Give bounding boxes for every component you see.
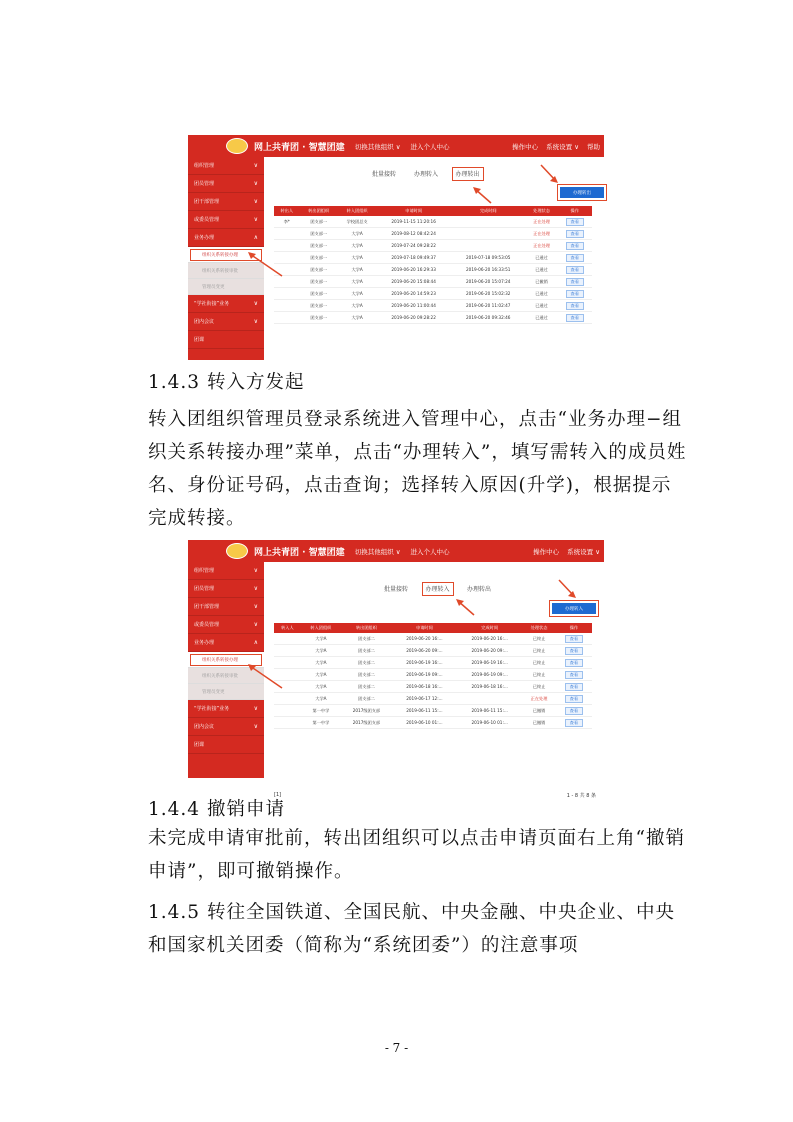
table-row bbox=[274, 693, 592, 705]
settings-link[interactable]: 系统设置 ∨ bbox=[546, 142, 579, 151]
message-center-link[interactable]: 操作中心 bbox=[533, 547, 560, 556]
table-cell: 2019-07-18 09:49:37 bbox=[376, 252, 451, 264]
table-row bbox=[274, 300, 592, 312]
sidebar-item-business[interactable]: 业务办理 ∧ bbox=[188, 634, 264, 652]
view-button[interactable]: 查看 bbox=[565, 683, 583, 691]
table-cell: 大学A bbox=[301, 657, 341, 669]
sidebar-item-committee[interactable]: 或委员管理 ∨ bbox=[188, 616, 264, 634]
sidebar-item-school[interactable]: “学社衔接”业务 ∨ bbox=[188, 700, 264, 718]
view-cell bbox=[558, 264, 593, 276]
message-center-link[interactable]: 操作中心 bbox=[512, 142, 539, 151]
table-cell: 2019-06-20 09:... bbox=[457, 645, 522, 657]
section-paragraph-143: 转入团组织管理员登录系统进入管理中心，点击“业务办理−组织关系转接办理”菜单，点击“办理转入”，填写需转入的成员姓名、身份证号码，点击查询；选择转入原因(升学)，根据提示完成转接。 bbox=[148, 409, 687, 529]
main-panel bbox=[264, 562, 604, 799]
table-cell bbox=[274, 645, 301, 657]
view-cell bbox=[556, 717, 592, 729]
table-cell: 2019-06-19 16:... bbox=[392, 657, 457, 669]
table-cell: 2019-06-19 09:... bbox=[457, 669, 522, 681]
sidebar-item-members[interactable]: 团员管理 ∨ bbox=[188, 175, 264, 193]
table-cell: 已终止 bbox=[522, 645, 556, 657]
tab-batch[interactable]: 批量接转 bbox=[384, 586, 409, 593]
sidebar-item-lesson[interactable]: 团课 bbox=[188, 736, 264, 754]
arrow-to-sidebar bbox=[246, 662, 286, 692]
table-cell: 2019-06-20 16:... bbox=[392, 633, 457, 645]
view-button[interactable]: 查看 bbox=[566, 230, 584, 238]
view-cell bbox=[558, 312, 593, 324]
table-row bbox=[274, 216, 592, 228]
col-header: 转入人 bbox=[274, 623, 301, 633]
table-cell: 大学A bbox=[301, 633, 341, 645]
chevron-down-icon: ∨ bbox=[253, 300, 258, 307]
table-cell bbox=[274, 288, 300, 300]
col-header: 转出团组织 bbox=[341, 623, 392, 633]
view-button[interactable]: 查看 bbox=[566, 278, 584, 286]
table-cell: 正在处理 bbox=[522, 693, 556, 705]
view-cell bbox=[558, 228, 593, 240]
view-cell bbox=[558, 240, 593, 252]
transfer-in-button[interactable]: 办理转入 bbox=[552, 603, 596, 614]
table-cell: 已撤销 bbox=[522, 717, 556, 729]
view-button[interactable]: 查看 bbox=[566, 314, 584, 322]
table-cell: 2019-06-18 16:... bbox=[392, 681, 457, 693]
table-cell: 大学A bbox=[338, 288, 376, 300]
arrow-to-button bbox=[538, 162, 560, 186]
arrow-to-tab bbox=[454, 597, 478, 619]
table-cell: 团支部一 bbox=[300, 300, 338, 312]
help-link[interactable]: 帮助 bbox=[587, 142, 600, 151]
section-heading-144: 1.4.4 撤销申请 bbox=[148, 799, 285, 820]
chevron-down-icon: ∨ bbox=[253, 162, 258, 169]
table-cell: 团支部一 bbox=[300, 312, 338, 324]
table-cell: 2019-06-11 15:... bbox=[457, 705, 522, 717]
col-header: 操作 bbox=[558, 206, 593, 216]
table-cell: 团支部一 bbox=[300, 240, 338, 252]
table-cell: 团支部一 bbox=[300, 276, 338, 288]
chevron-down-icon: ∨ bbox=[253, 318, 258, 325]
table-cell bbox=[274, 228, 300, 240]
sidebar-item-cadres[interactable]: 团干部管理 ∨ bbox=[188, 193, 264, 211]
table-cell: 2019-06-20 09:28:22 bbox=[376, 312, 451, 324]
arrow-to-tab bbox=[471, 185, 495, 207]
sidebar-sub-transfer[interactable]: 组织关系转接办理 bbox=[188, 247, 264, 263]
view-cell bbox=[556, 681, 592, 693]
table-cell: 2019-06-20 09:... bbox=[392, 645, 457, 657]
screenshot-transfer-in bbox=[188, 540, 604, 799]
sidebar-item-cadres[interactable]: 团干部管理 ∨ bbox=[188, 598, 264, 616]
view-cell bbox=[556, 633, 592, 645]
screenshot-transfer-out bbox=[188, 135, 604, 360]
top-bar bbox=[188, 540, 604, 562]
sidebar-item-committee[interactable]: 或委员管理 ∨ bbox=[188, 211, 264, 229]
table-cell bbox=[274, 705, 301, 717]
table-cell: 正在处理 bbox=[526, 228, 558, 240]
table-cell: 团支部一 bbox=[300, 252, 338, 264]
table-cell: 2019-06-20 15:08:44 bbox=[376, 276, 451, 288]
table-cell: 团支部二 bbox=[341, 681, 392, 693]
table-cell: 团支部二 bbox=[341, 633, 392, 645]
table-cell: 2019-06-11 15:... bbox=[392, 705, 457, 717]
table-row bbox=[274, 240, 592, 252]
transfer-table bbox=[274, 206, 592, 324]
table-cell bbox=[451, 228, 526, 240]
table-cell: 2019-06-20 11:00:44 bbox=[376, 300, 451, 312]
table-cell: 学校团总支 bbox=[338, 216, 376, 228]
table-cell: 已通过 bbox=[526, 312, 558, 324]
table-row bbox=[274, 288, 592, 300]
sidebar-sub-transfer[interactable]: 组织关系转接办理 bbox=[188, 652, 264, 668]
sidebar-sub-approval[interactable]: 组织关系转接审批 bbox=[188, 263, 264, 279]
sidebar-item-org[interactable]: 组织管理 ∨ bbox=[188, 562, 264, 580]
brand-title: 网上共青团 · 智慧团建 bbox=[254, 142, 345, 153]
arrow-to-sidebar bbox=[246, 250, 286, 280]
table-cell: 大学A bbox=[338, 252, 376, 264]
chevron-down-icon: ∨ bbox=[253, 621, 258, 628]
table-cell bbox=[274, 312, 300, 324]
table-cell: 大学A bbox=[338, 300, 376, 312]
switch-org-link[interactable]: 切换其他组织 ∨ bbox=[354, 547, 401, 556]
table-row bbox=[274, 645, 592, 657]
chevron-up-icon: ∧ bbox=[253, 234, 258, 241]
table-cell: 大学A bbox=[338, 312, 376, 324]
section-paragraph-145: 1.4.5 转往全国铁道、全国民航、中央金融、中央企业、中央和国家机关团委（简称为“系统团委”）的注意事项 bbox=[148, 902, 675, 956]
table-cell bbox=[274, 693, 301, 705]
table-cell: 已通过 bbox=[526, 252, 558, 264]
settings-link[interactable]: 系统设置 ∨ bbox=[567, 547, 600, 556]
tab-batch[interactable]: 批量接转 bbox=[372, 171, 397, 178]
table-cell bbox=[451, 240, 526, 252]
sidebar-item-school[interactable]: “学社衔接”业务 ∨ bbox=[188, 295, 264, 313]
view-button[interactable]: 查看 bbox=[565, 695, 583, 703]
transfer-out-button[interactable]: 办理转出 bbox=[560, 187, 604, 198]
col-header: 转出人 bbox=[274, 206, 300, 216]
table-cell: 大学A bbox=[338, 276, 376, 288]
table-cell: 第一中学 bbox=[301, 705, 341, 717]
table-cell: 2019-06-17 12:... bbox=[392, 693, 457, 705]
table-cell: 团支部二 bbox=[341, 669, 392, 681]
table-cell: 团支部一 bbox=[300, 288, 338, 300]
table-cell: 2019-06-20 15:07:24 bbox=[451, 276, 526, 288]
table-cell: 2019-06-20 09:32:46 bbox=[451, 312, 526, 324]
col-header: 转出团组织 bbox=[300, 206, 338, 216]
view-button[interactable]: 查看 bbox=[566, 302, 584, 310]
view-cell bbox=[558, 216, 593, 228]
chevron-down-icon: ∨ bbox=[253, 567, 258, 574]
main-panel bbox=[264, 157, 604, 360]
league-logo bbox=[226, 543, 248, 559]
top-bar bbox=[188, 135, 604, 157]
table-cell: 2019-06-20 16:29:33 bbox=[376, 264, 451, 276]
table-cell: 已终止 bbox=[522, 657, 556, 669]
sidebar-item-meeting[interactable]: 团内会议 ∨ bbox=[188, 313, 264, 331]
table-row bbox=[274, 633, 592, 645]
table-cell: 团支部一 bbox=[300, 264, 338, 276]
section-paragraph-144: 未完成申请审批前，转出团组织可以点击申请页面右上角“撤销申请”，即可撤销操作。 bbox=[148, 828, 685, 882]
view-button[interactable]: 查看 bbox=[566, 266, 584, 274]
table-cell: 大学A bbox=[301, 645, 341, 657]
table-cell: 2019-06-18 16:... bbox=[457, 681, 522, 693]
col-header: 完成时间 bbox=[451, 206, 526, 216]
view-cell bbox=[558, 252, 593, 264]
table-cell: 已终止 bbox=[522, 633, 556, 645]
view-button[interactable]: 查看 bbox=[565, 719, 583, 727]
col-header: 处理状态 bbox=[526, 206, 558, 216]
table-cell: 团支部一 bbox=[300, 216, 338, 228]
table-cell bbox=[274, 300, 300, 312]
personal-center-link[interactable]: 进入个人中心 bbox=[410, 547, 450, 556]
tab-transfer-in[interactable]: 办理转入 bbox=[414, 171, 439, 178]
sidebar-item-org[interactable]: 组织管理 ∨ bbox=[188, 157, 264, 175]
table-cell: 2019-08-12 08:42:24 bbox=[376, 228, 451, 240]
table-cell: 已撤销 bbox=[522, 705, 556, 717]
view-cell bbox=[556, 693, 592, 705]
table-row bbox=[274, 669, 592, 681]
col-header: 完成时间 bbox=[457, 623, 522, 633]
table-cell: 团支部一 bbox=[300, 228, 338, 240]
table-cell: 2019-07-18 09:53:05 bbox=[451, 252, 526, 264]
page-number: - 7 - bbox=[384, 1041, 409, 1055]
table-cell: 团支部二 bbox=[341, 693, 392, 705]
sidebar-item-business[interactable]: 业务办理 ∧ bbox=[188, 229, 264, 247]
chevron-up-icon: ∧ bbox=[253, 639, 258, 646]
table-cell: 2019-06-19 09:... bbox=[392, 669, 457, 681]
personal-center-link[interactable]: 进入个人中心 bbox=[410, 142, 450, 151]
table-cell: 2019-06-20 14:59:23 bbox=[376, 288, 451, 300]
view-button[interactable]: 查看 bbox=[565, 707, 583, 715]
table-row bbox=[274, 264, 592, 276]
table-cell bbox=[457, 693, 522, 705]
table-row bbox=[274, 705, 592, 717]
view-button[interactable]: 查看 bbox=[566, 254, 584, 262]
chevron-down-icon: ∨ bbox=[253, 705, 258, 712]
arrow-to-button bbox=[556, 577, 578, 601]
table-cell: 2019-06-20 16:33:51 bbox=[451, 264, 526, 276]
col-header: 转入团组织 bbox=[338, 206, 376, 216]
switch-org-link[interactable]: 切换其他组织 ∨ bbox=[354, 142, 401, 151]
sidebar-item-lesson[interactable]: 团课 bbox=[188, 331, 264, 349]
sidebar-sub-approval[interactable]: 组织关系转接审批 bbox=[188, 668, 264, 684]
table-cell: 已撤销 bbox=[526, 276, 558, 288]
sidebar-sub-admin[interactable]: 管理员变更 bbox=[188, 684, 264, 700]
table-cell: 2019-06-20 11:02:47 bbox=[451, 300, 526, 312]
table-cell: 大学A bbox=[338, 264, 376, 276]
col-header: 申请时间 bbox=[376, 206, 451, 216]
table-cell: 2019-06-10 01:... bbox=[392, 717, 457, 729]
table-cell: 2017级团支部 bbox=[341, 717, 392, 729]
transfer-table bbox=[274, 623, 592, 729]
table-row bbox=[274, 228, 592, 240]
col-header: 操作 bbox=[556, 623, 592, 633]
view-button[interactable]: 查看 bbox=[566, 218, 584, 226]
view-button[interactable]: 查看 bbox=[565, 635, 583, 643]
brand-title: 网上共青团 · 智慧团建 bbox=[254, 547, 345, 558]
table-cell: 大学A bbox=[338, 240, 376, 252]
tab-transfer-out[interactable]: 办理转出 bbox=[452, 167, 484, 181]
table-row bbox=[274, 312, 592, 324]
league-logo bbox=[226, 138, 248, 154]
table-row bbox=[274, 717, 592, 729]
table-cell: 正在处理 bbox=[526, 240, 558, 252]
tab-transfer-in[interactable]: 办理转入 bbox=[422, 582, 454, 596]
view-cell bbox=[556, 657, 592, 669]
chevron-down-icon: ∨ bbox=[253, 723, 258, 730]
table-cell: 2019-06-10 01:... bbox=[457, 717, 522, 729]
tab-transfer-out[interactable]: 办理转出 bbox=[467, 586, 492, 593]
sidebar-sub-admin[interactable]: 管理员变更 bbox=[188, 279, 264, 295]
table-row bbox=[274, 276, 592, 288]
table-cell: 团支部二 bbox=[341, 645, 392, 657]
table-row bbox=[274, 681, 592, 693]
table-cell: 2019-06-20 15:02:32 bbox=[451, 288, 526, 300]
table-cell: 团支部二 bbox=[341, 657, 392, 669]
table-cell: 已终止 bbox=[522, 681, 556, 693]
view-cell bbox=[558, 288, 593, 300]
table-cell: 大学A bbox=[301, 681, 341, 693]
table-cell: 2019-07-24 09:28:22 bbox=[376, 240, 451, 252]
table-cell: 已通过 bbox=[526, 264, 558, 276]
table-cell: 大学A bbox=[338, 228, 376, 240]
table-cell: 2017级团支部 bbox=[341, 705, 392, 717]
table-cell: 正在处理 bbox=[526, 216, 558, 228]
table-cell bbox=[274, 633, 301, 645]
view-button[interactable]: 查看 bbox=[566, 290, 584, 298]
table-cell: 第一中学 bbox=[301, 717, 341, 729]
chevron-down-icon: ∨ bbox=[253, 585, 258, 592]
view-cell bbox=[556, 705, 592, 717]
sidebar-item-meeting[interactable]: 团内会议 ∨ bbox=[188, 718, 264, 736]
table-cell: 已通过 bbox=[526, 300, 558, 312]
view-cell bbox=[558, 300, 593, 312]
col-header: 转入团组织 bbox=[301, 623, 341, 633]
col-header: 处理状态 bbox=[522, 623, 556, 633]
table-cell: 已通过 bbox=[526, 288, 558, 300]
chevron-down-icon: ∨ bbox=[253, 603, 258, 610]
table-cell: 李* bbox=[274, 216, 300, 228]
view-button[interactable]: 查看 bbox=[565, 647, 583, 655]
table-cell: 已终止 bbox=[522, 669, 556, 681]
table-cell bbox=[274, 717, 301, 729]
col-header: 申请时间 bbox=[392, 623, 457, 633]
chevron-down-icon: ∨ bbox=[253, 216, 258, 223]
view-cell bbox=[556, 645, 592, 657]
table-cell: 大学A bbox=[301, 693, 341, 705]
table-cell: 大学A bbox=[301, 669, 341, 681]
view-button[interactable]: 查看 bbox=[566, 242, 584, 250]
sidebar-item-members[interactable]: 团员管理 ∨ bbox=[188, 580, 264, 598]
view-cell bbox=[558, 276, 593, 288]
table-row bbox=[274, 657, 592, 669]
view-cell bbox=[556, 669, 592, 681]
chevron-down-icon: ∨ bbox=[253, 198, 258, 205]
pager-pages[interactable]: [1] bbox=[274, 792, 282, 798]
table-cell bbox=[451, 216, 526, 228]
view-button[interactable]: 查看 bbox=[565, 671, 583, 679]
pager-summary: 1 - 8 共 8 条 bbox=[566, 793, 596, 799]
view-button[interactable]: 查看 bbox=[565, 659, 583, 667]
table-cell: 2019-06-20 16:... bbox=[457, 633, 522, 645]
table-row bbox=[274, 252, 592, 264]
table-cell: 2019-06-19 16:... bbox=[457, 657, 522, 669]
table-cell: 2019-11-15 11:20:16 bbox=[376, 216, 451, 228]
section-heading-143: 1.4.3 转入方发起 bbox=[148, 372, 305, 393]
chevron-down-icon: ∨ bbox=[253, 180, 258, 187]
